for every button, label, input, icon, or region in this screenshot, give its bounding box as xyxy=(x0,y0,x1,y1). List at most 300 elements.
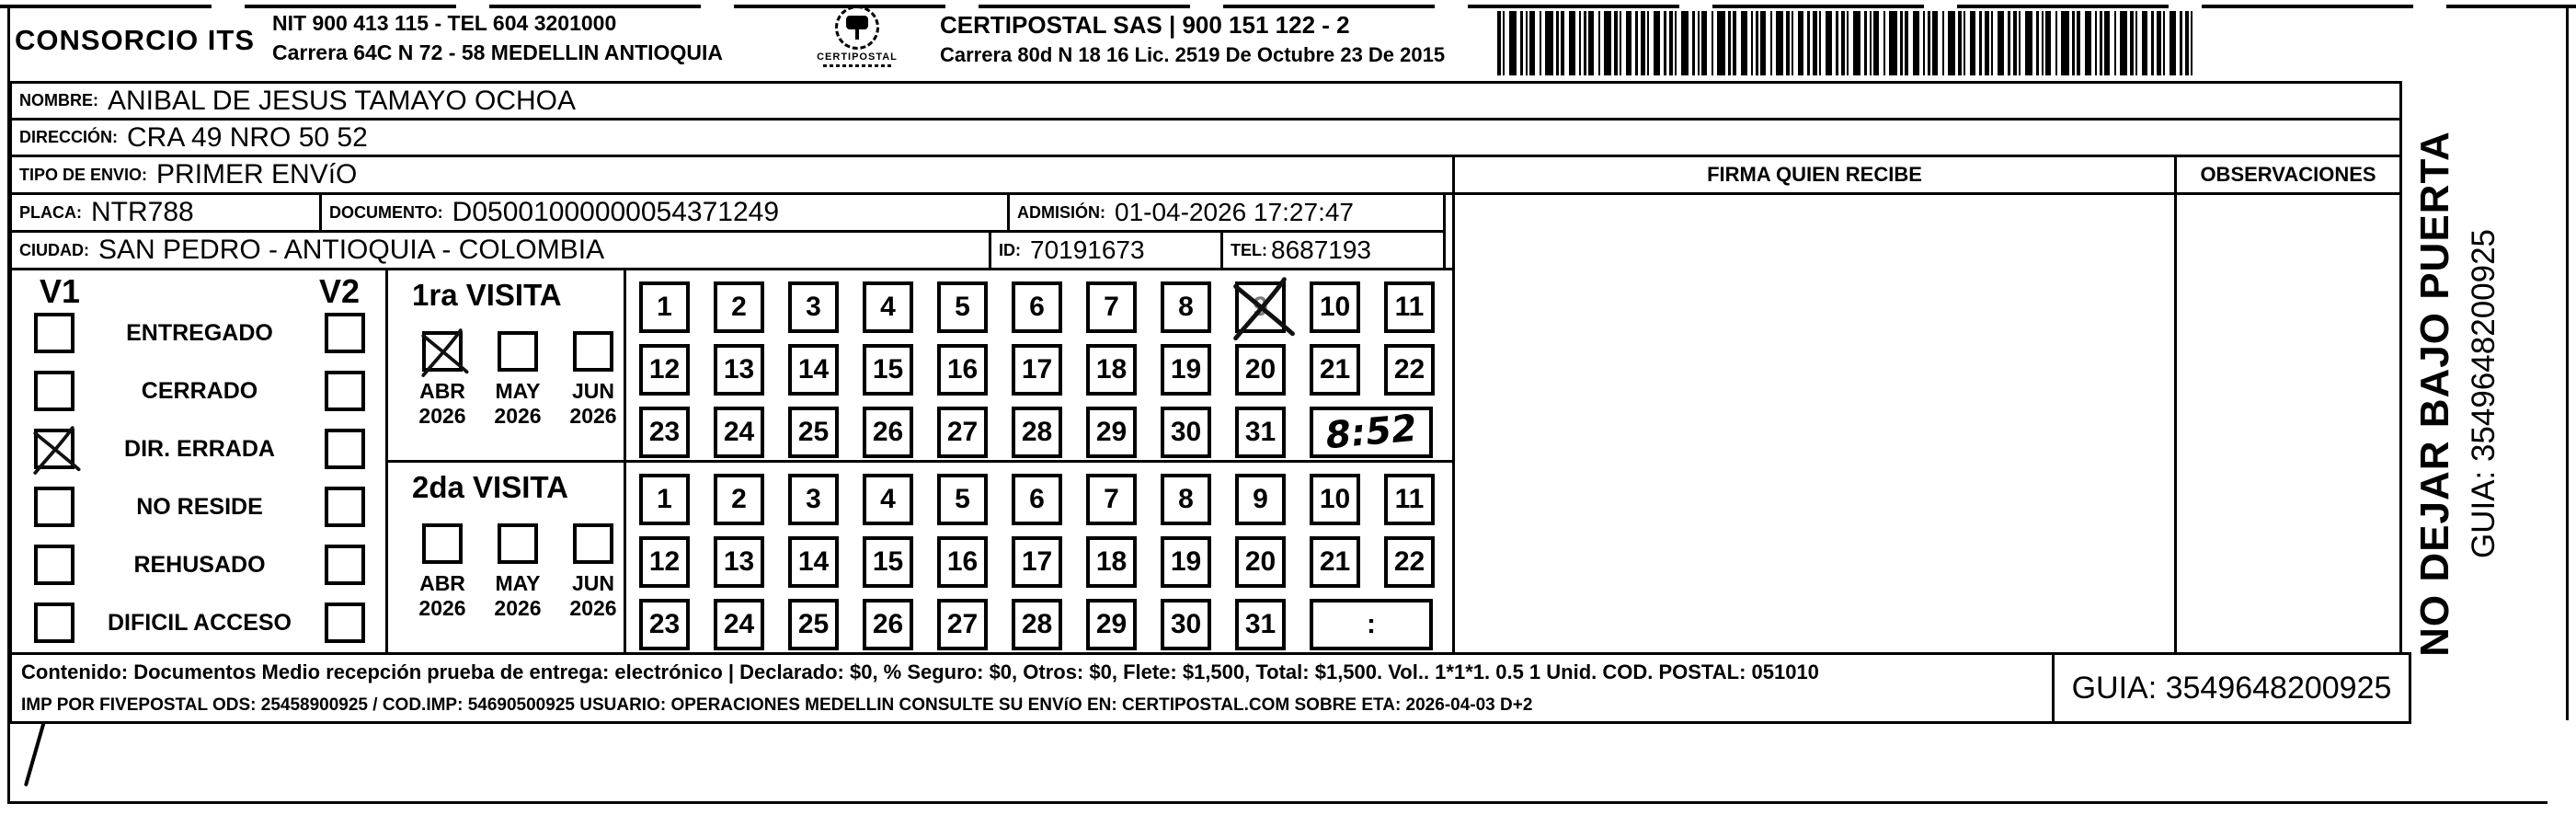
status-label: DIFICIL ACCESO xyxy=(107,609,292,636)
day-box-1 xyxy=(639,281,690,333)
barcode-bar xyxy=(1728,11,1731,75)
barcode-bar xyxy=(1948,11,1955,75)
barcode-bar xyxy=(2095,11,2097,75)
day-box-30 xyxy=(1161,599,1211,650)
day-number: 26 xyxy=(872,609,904,639)
day-number: 13 xyxy=(723,354,755,385)
barcode-bar xyxy=(1545,11,1553,75)
day-box-8 xyxy=(1161,474,1211,525)
barcode-bar xyxy=(1669,11,1673,75)
day-number: 28 xyxy=(1021,417,1053,447)
day-box-7 xyxy=(1086,474,1137,525)
month-checkbox-jun xyxy=(573,331,613,372)
tel-value: 8687193 xyxy=(1271,235,1372,264)
status-label: ENTREGADO xyxy=(126,319,273,346)
firma-signature-area xyxy=(1452,192,2177,655)
day-box-15 xyxy=(863,536,913,588)
day-box-9 xyxy=(1235,474,1286,525)
day-box-7 xyxy=(1086,281,1137,333)
v1-checkbox-entregado xyxy=(34,313,74,353)
day-number: 9 xyxy=(1253,292,1268,322)
field-tel xyxy=(1220,230,1446,270)
month-option-abr xyxy=(412,331,473,429)
barcode-bar xyxy=(1991,11,1993,75)
month-name: JUN xyxy=(571,379,614,403)
field-nombre xyxy=(9,81,2402,121)
barcode-bar xyxy=(1647,11,1649,75)
day-box-27 xyxy=(937,599,988,650)
day-number: 28 xyxy=(1021,609,1053,639)
barcode-bar xyxy=(1503,11,1505,75)
day-box-10 xyxy=(1310,281,1360,333)
v1-checkbox-dir-errada xyxy=(34,429,74,469)
v2-checkbox-dificil-acceso xyxy=(325,603,365,643)
day-box-25 xyxy=(788,599,839,650)
barcode-bar xyxy=(1751,11,1753,75)
barcode-bar xyxy=(2008,11,2010,75)
contenido-line: Contenido: Documentos Medio recepción prueba de entrega: electrónico | Declarado: $0, % Seguro: $0, Otros: $0, Flete: $1,500, Total: $1,500. Vol.. 1*1*1. 0.5 1 Unid. COD. POSTAL: 051010 xyxy=(21,660,1819,683)
status-row-dir-errada xyxy=(34,429,365,469)
day-number: 24 xyxy=(723,417,755,447)
guia-number-box: GUIA: 3549648200925 xyxy=(2052,652,2411,724)
status-row-dificil-acceso xyxy=(34,603,365,643)
barcode-bar xyxy=(1579,11,1581,75)
field-placa xyxy=(9,192,322,233)
day-box-6 xyxy=(1012,474,1062,525)
barcode-bar xyxy=(1561,11,1564,75)
calendar-row xyxy=(639,281,1452,333)
day-number: 8 xyxy=(1178,292,1194,322)
barcode-bar xyxy=(2055,11,2057,75)
status-row-no-reside xyxy=(34,487,365,527)
day-number: 21 xyxy=(1319,546,1351,577)
company-address: Carrera 64C N 72 - 58 MEDELLIN ANTIOQUIA xyxy=(272,40,723,64)
day-number: 19 xyxy=(1170,354,1202,385)
v1-checkbox-no-reside xyxy=(34,487,74,527)
day-number: 6 xyxy=(1029,484,1045,514)
day-box-12 xyxy=(639,344,690,396)
barcode-bar xyxy=(1497,11,1501,75)
logo-wordmark: CERTIPOSTAL xyxy=(817,52,898,63)
day-number: 22 xyxy=(1393,546,1425,577)
month-option-jun xyxy=(563,331,624,429)
day-number: 13 xyxy=(723,546,755,577)
month-name: MAY xyxy=(495,571,541,595)
day-number: 3 xyxy=(806,292,821,322)
day-box-23 xyxy=(639,407,690,458)
side-guia-number: GUIA: 3549648200925 xyxy=(2466,228,2502,559)
day-number: 16 xyxy=(946,354,979,385)
scan-border-bottom xyxy=(7,801,2547,804)
barcode-bar xyxy=(1698,11,1700,75)
direccion-label: DIRECCIÓN: xyxy=(19,128,118,146)
calendar-row xyxy=(639,474,1452,525)
day-number: 10 xyxy=(1319,484,1351,514)
day-number: 25 xyxy=(797,417,830,447)
day-box-10 xyxy=(1310,474,1360,525)
day-number: 30 xyxy=(1170,417,1202,447)
barcode-bar xyxy=(1963,11,1965,75)
day-box-4 xyxy=(863,281,913,333)
first-visit-panel xyxy=(385,268,626,463)
barcode-bar xyxy=(1942,11,1944,75)
barcode-bar xyxy=(1786,11,1790,75)
barcode-bar xyxy=(1819,11,1821,75)
barcode-bar xyxy=(1913,11,1919,75)
firma-column-header: FIRMA QUIEN RECIBE xyxy=(1452,155,2177,195)
handwritten-x-mark xyxy=(31,425,80,475)
day-number: 22 xyxy=(1393,354,1425,385)
post-horn-icon xyxy=(845,15,869,40)
barcode-bar xyxy=(1654,11,1660,75)
barcode-bar xyxy=(1864,11,1867,75)
month-checkbox-may xyxy=(498,331,538,372)
status-row-entregado xyxy=(34,313,365,353)
day-box-28 xyxy=(1012,407,1062,458)
status-rows xyxy=(12,313,385,643)
barcode-bar xyxy=(1776,11,1783,75)
status-row-rehusado xyxy=(34,545,365,585)
barcode-bar xyxy=(1889,11,1897,75)
day-box-28 xyxy=(1012,599,1062,650)
calendar-row xyxy=(639,344,1452,396)
barcode-bar xyxy=(1509,11,1517,75)
day-box-29 xyxy=(1086,407,1137,458)
field-admision xyxy=(1007,192,1446,233)
month-option-may xyxy=(487,331,548,429)
day-box-17 xyxy=(1012,344,1062,396)
barcode-bar xyxy=(1813,11,1817,75)
day-box-3 xyxy=(788,281,839,333)
day-box-22 xyxy=(1384,344,1435,396)
barcode-bar xyxy=(1928,11,1930,75)
day-number: 12 xyxy=(648,354,681,385)
day-number: 23 xyxy=(648,417,681,447)
v2-checkbox-no-reside xyxy=(325,487,365,527)
tipo-envio-label: TIPO DE ENVIO: xyxy=(19,165,148,184)
day-number: 11 xyxy=(1394,292,1425,322)
day-box-9 xyxy=(1235,281,1286,333)
day-box-29 xyxy=(1086,599,1137,650)
barcode-bar xyxy=(1529,11,1535,75)
barcode-bar xyxy=(1692,11,1695,75)
status-label: REHUSADO xyxy=(133,551,266,578)
day-box-13 xyxy=(714,344,764,396)
v2-column-label: V2 xyxy=(319,272,361,310)
day-number: 5 xyxy=(955,292,970,322)
admision-value: 01-04-2026 17:27:47 xyxy=(1115,198,1354,226)
time-box-text: 8:52 xyxy=(1323,407,1419,458)
status-label: CERRADO xyxy=(141,377,258,404)
day-box-18 xyxy=(1086,536,1137,588)
documento-label: DOCUMENTO: xyxy=(329,202,443,222)
barcode-bar xyxy=(1556,11,1559,75)
day-box-2 xyxy=(714,281,764,333)
nombre-label: NOMBRE: xyxy=(19,91,98,109)
day-box-23 xyxy=(639,599,690,650)
month-year: 2026 xyxy=(418,596,466,620)
day-number: 21 xyxy=(1319,354,1351,385)
second-visit-calendar xyxy=(624,460,1455,655)
id-label: ID: xyxy=(999,240,1021,259)
day-box-14 xyxy=(788,536,839,588)
barcode-bar xyxy=(2025,11,2032,75)
day-box-24 xyxy=(714,599,764,650)
tel-label: TEL: xyxy=(1231,240,1267,259)
month-year: 2026 xyxy=(569,596,617,620)
visit-title: 1ra VISITA xyxy=(412,278,562,312)
day-box-19 xyxy=(1161,344,1211,396)
day-number: 23 xyxy=(648,609,681,639)
month-year: 2026 xyxy=(494,404,542,428)
field-ciudad xyxy=(9,230,991,270)
barcode-bar xyxy=(1635,11,1638,75)
month-name: JUN xyxy=(571,571,614,595)
barcode-bar xyxy=(1870,11,1872,75)
day-number: 14 xyxy=(797,354,830,385)
barcode-bar xyxy=(1626,11,1631,75)
barcode-bar xyxy=(1712,11,1713,75)
documento-value: D05001000000054371249 xyxy=(452,197,780,227)
v1-checkbox-cerrado xyxy=(34,371,74,411)
day-number: 18 xyxy=(1095,354,1128,385)
observaciones-column-header: OBSERVACIONES xyxy=(2174,155,2402,195)
day-number: 7 xyxy=(1104,484,1119,514)
day-number: 6 xyxy=(1029,292,1045,322)
day-box-8 xyxy=(1161,281,1211,333)
day-number: 30 xyxy=(1170,609,1202,639)
status-label: NO RESIDE xyxy=(136,493,263,520)
v2-checkbox-dir-errada xyxy=(325,429,365,469)
time-box xyxy=(1310,407,1433,458)
day-number: 25 xyxy=(797,609,830,639)
day-box-3 xyxy=(788,474,839,525)
barcode-bar xyxy=(2077,11,2080,75)
barcode-bar xyxy=(1604,11,1611,75)
day-number: 10 xyxy=(1319,292,1351,322)
day-box-19 xyxy=(1161,536,1211,588)
visit-columns-header xyxy=(12,272,385,309)
day-number: 8 xyxy=(1178,484,1194,514)
barcode-bar xyxy=(1526,11,1528,75)
day-number: 20 xyxy=(1244,354,1277,385)
barcode-bar xyxy=(1900,11,1903,75)
barcode-bar xyxy=(1905,11,1908,75)
partner-address: Carrera 80d N 18 16 Lic. 2519 De Octubre 23 De 2015 xyxy=(940,43,1446,66)
day-number: 31 xyxy=(1244,609,1277,639)
barcode-bar xyxy=(1760,11,1766,75)
day-box-15 xyxy=(863,344,913,396)
day-box-26 xyxy=(863,599,913,650)
day-number: 26 xyxy=(872,417,904,447)
barcode-bar xyxy=(1841,11,1845,75)
day-box-5 xyxy=(937,474,988,525)
day-box-17 xyxy=(1012,536,1062,588)
day-number: 19 xyxy=(1170,546,1202,577)
barcode-bar xyxy=(1826,11,1832,75)
month-option-abr xyxy=(412,523,473,621)
day-number: 12 xyxy=(648,546,681,577)
day-number: 2 xyxy=(731,292,747,322)
barcode-bar xyxy=(1883,11,1885,75)
barcode-bar xyxy=(1770,11,1772,75)
day-box-31 xyxy=(1235,407,1286,458)
barcode-bar xyxy=(1588,11,1594,75)
day-box-11 xyxy=(1384,281,1435,333)
day-box-1 xyxy=(639,474,690,525)
day-box-14 xyxy=(788,344,839,396)
barcode-bar xyxy=(1584,11,1586,75)
barcode-bar xyxy=(1923,11,1925,75)
logo-tagline xyxy=(823,64,891,67)
day-number: 17 xyxy=(1021,354,1053,385)
barcode-bar xyxy=(2019,11,2021,75)
barcode-bar xyxy=(2061,11,2069,75)
day-box-31 xyxy=(1235,599,1286,650)
barcode-bar xyxy=(2036,11,2039,75)
barcode-bar xyxy=(1681,11,1689,75)
day-box-21 xyxy=(1310,536,1360,588)
admision-label: ADMISIÓN: xyxy=(1017,202,1105,222)
ciudad-label: CIUDAD: xyxy=(19,240,89,259)
day-number: 29 xyxy=(1095,609,1128,639)
month-option-jun xyxy=(563,523,624,621)
day-number: 29 xyxy=(1095,417,1128,447)
barcode-bar xyxy=(1932,11,1938,75)
nombre-value: ANIBAL DE JESUS TAMAYO OCHOA xyxy=(108,85,577,116)
barcode-bar xyxy=(1641,11,1645,75)
barcode-bar xyxy=(2072,11,2075,75)
day-box-20 xyxy=(1235,344,1286,396)
barcode-bar xyxy=(2042,11,2044,75)
day-box-20 xyxy=(1235,536,1286,588)
barcode-bar xyxy=(2100,11,2102,75)
day-number: 1 xyxy=(657,484,672,514)
day-number: 9 xyxy=(1253,484,1268,514)
handwritten-x-mark xyxy=(419,327,468,377)
partner-name: CERTIPOSTAL SAS | 900 151 122 - 2 xyxy=(940,11,1350,39)
side-vertical-label xyxy=(2108,44,2576,743)
day-box-22 xyxy=(1384,536,1435,588)
first-visit-calendar xyxy=(624,268,1455,463)
month-year: 2026 xyxy=(569,404,617,428)
month-name: ABR xyxy=(419,571,465,595)
barcode-bar xyxy=(1620,11,1621,75)
month-year: 2026 xyxy=(494,596,542,620)
barcode-bar xyxy=(1717,11,1725,75)
field-direccion xyxy=(9,118,2402,157)
v2-checkbox-entregado xyxy=(325,313,365,353)
placa-value: NTR788 xyxy=(91,197,194,227)
shipment-details-box xyxy=(9,652,2055,724)
day-number: 15 xyxy=(872,546,904,577)
barcode-bar xyxy=(2045,11,2051,75)
barcode-bar xyxy=(1970,11,1975,75)
day-number: 27 xyxy=(946,417,979,447)
month-checkbox-abr xyxy=(422,523,463,564)
month-name: MAY xyxy=(495,379,541,403)
day-box-13 xyxy=(714,536,764,588)
barcode-bar xyxy=(1873,11,1879,75)
postal-seal-icon xyxy=(835,6,879,50)
day-box-30 xyxy=(1161,407,1211,458)
day-number: 3 xyxy=(806,484,821,514)
barcode-bar xyxy=(2013,11,2017,75)
certipostal-logo xyxy=(802,6,912,67)
day-number: 1 xyxy=(657,292,672,322)
v2-checkbox-rehusado xyxy=(325,545,365,585)
v1-checkbox-dificil-acceso xyxy=(34,603,74,643)
day-box-25 xyxy=(788,407,839,458)
day-box-26 xyxy=(863,407,913,458)
day-number: 14 xyxy=(797,546,830,577)
field-documento xyxy=(319,192,1010,233)
scan-border-top xyxy=(0,5,2576,8)
day-number: 2 xyxy=(731,484,747,514)
barcode-bar xyxy=(1741,11,1747,75)
barcode-bar xyxy=(1520,11,1523,75)
visit-title: 2da VISITA xyxy=(412,470,568,504)
barcode-bar xyxy=(1675,11,1677,75)
barcode-bar xyxy=(1798,11,1803,75)
barcode-bar xyxy=(1836,11,1838,75)
day-number: 4 xyxy=(880,484,896,514)
company-name: CONSORCIO ITS xyxy=(15,24,256,56)
time-box xyxy=(1310,599,1433,650)
barcode-bar xyxy=(1756,11,1758,75)
pen-stroke-mark xyxy=(24,720,46,786)
v1-checkbox-rehusado xyxy=(34,545,74,585)
placa-label: PLACA: xyxy=(19,202,82,222)
direccion-value: CRA 49 NRO 50 52 xyxy=(127,121,368,153)
barcode-bar xyxy=(1664,11,1666,75)
day-box-24 xyxy=(714,407,764,458)
calendar-row xyxy=(639,536,1452,588)
no-dejar-bajo-puerta-warning: NO DEJAR BAJO PUERTA xyxy=(2412,131,2457,657)
day-box-12 xyxy=(639,536,690,588)
v2-checkbox-cerrado xyxy=(325,371,365,411)
barcode-bar xyxy=(1979,11,1982,75)
day-box-18 xyxy=(1086,344,1137,396)
barcode-bar xyxy=(1853,11,1860,75)
calendar-row xyxy=(639,407,1452,458)
v1-column-label: V1 xyxy=(40,272,81,310)
barcode-bar xyxy=(2085,11,2091,75)
barcode-bar xyxy=(1540,11,1541,75)
day-number: 31 xyxy=(1244,417,1277,447)
day-number: 24 xyxy=(723,609,755,639)
field-tipo-envio xyxy=(9,155,1455,195)
month-option-may xyxy=(487,523,548,621)
day-number: 15 xyxy=(872,354,904,385)
day-number: 11 xyxy=(1394,484,1425,514)
day-number: 7 xyxy=(1104,292,1119,322)
barcode-bar xyxy=(1792,11,1793,75)
day-box-16 xyxy=(937,536,988,588)
day-box-27 xyxy=(937,407,988,458)
status-row-cerrado xyxy=(34,371,365,411)
barcode-bar xyxy=(1998,11,2004,75)
day-box-21 xyxy=(1310,344,1360,396)
day-box-16 xyxy=(937,344,988,396)
day-number: 17 xyxy=(1021,546,1053,577)
day-number: 27 xyxy=(946,609,979,639)
day-box-5 xyxy=(937,281,988,333)
day-box-2 xyxy=(714,474,764,525)
day-number: 18 xyxy=(1095,546,1128,577)
day-box-4 xyxy=(863,474,913,525)
day-box-6 xyxy=(1012,281,1062,333)
